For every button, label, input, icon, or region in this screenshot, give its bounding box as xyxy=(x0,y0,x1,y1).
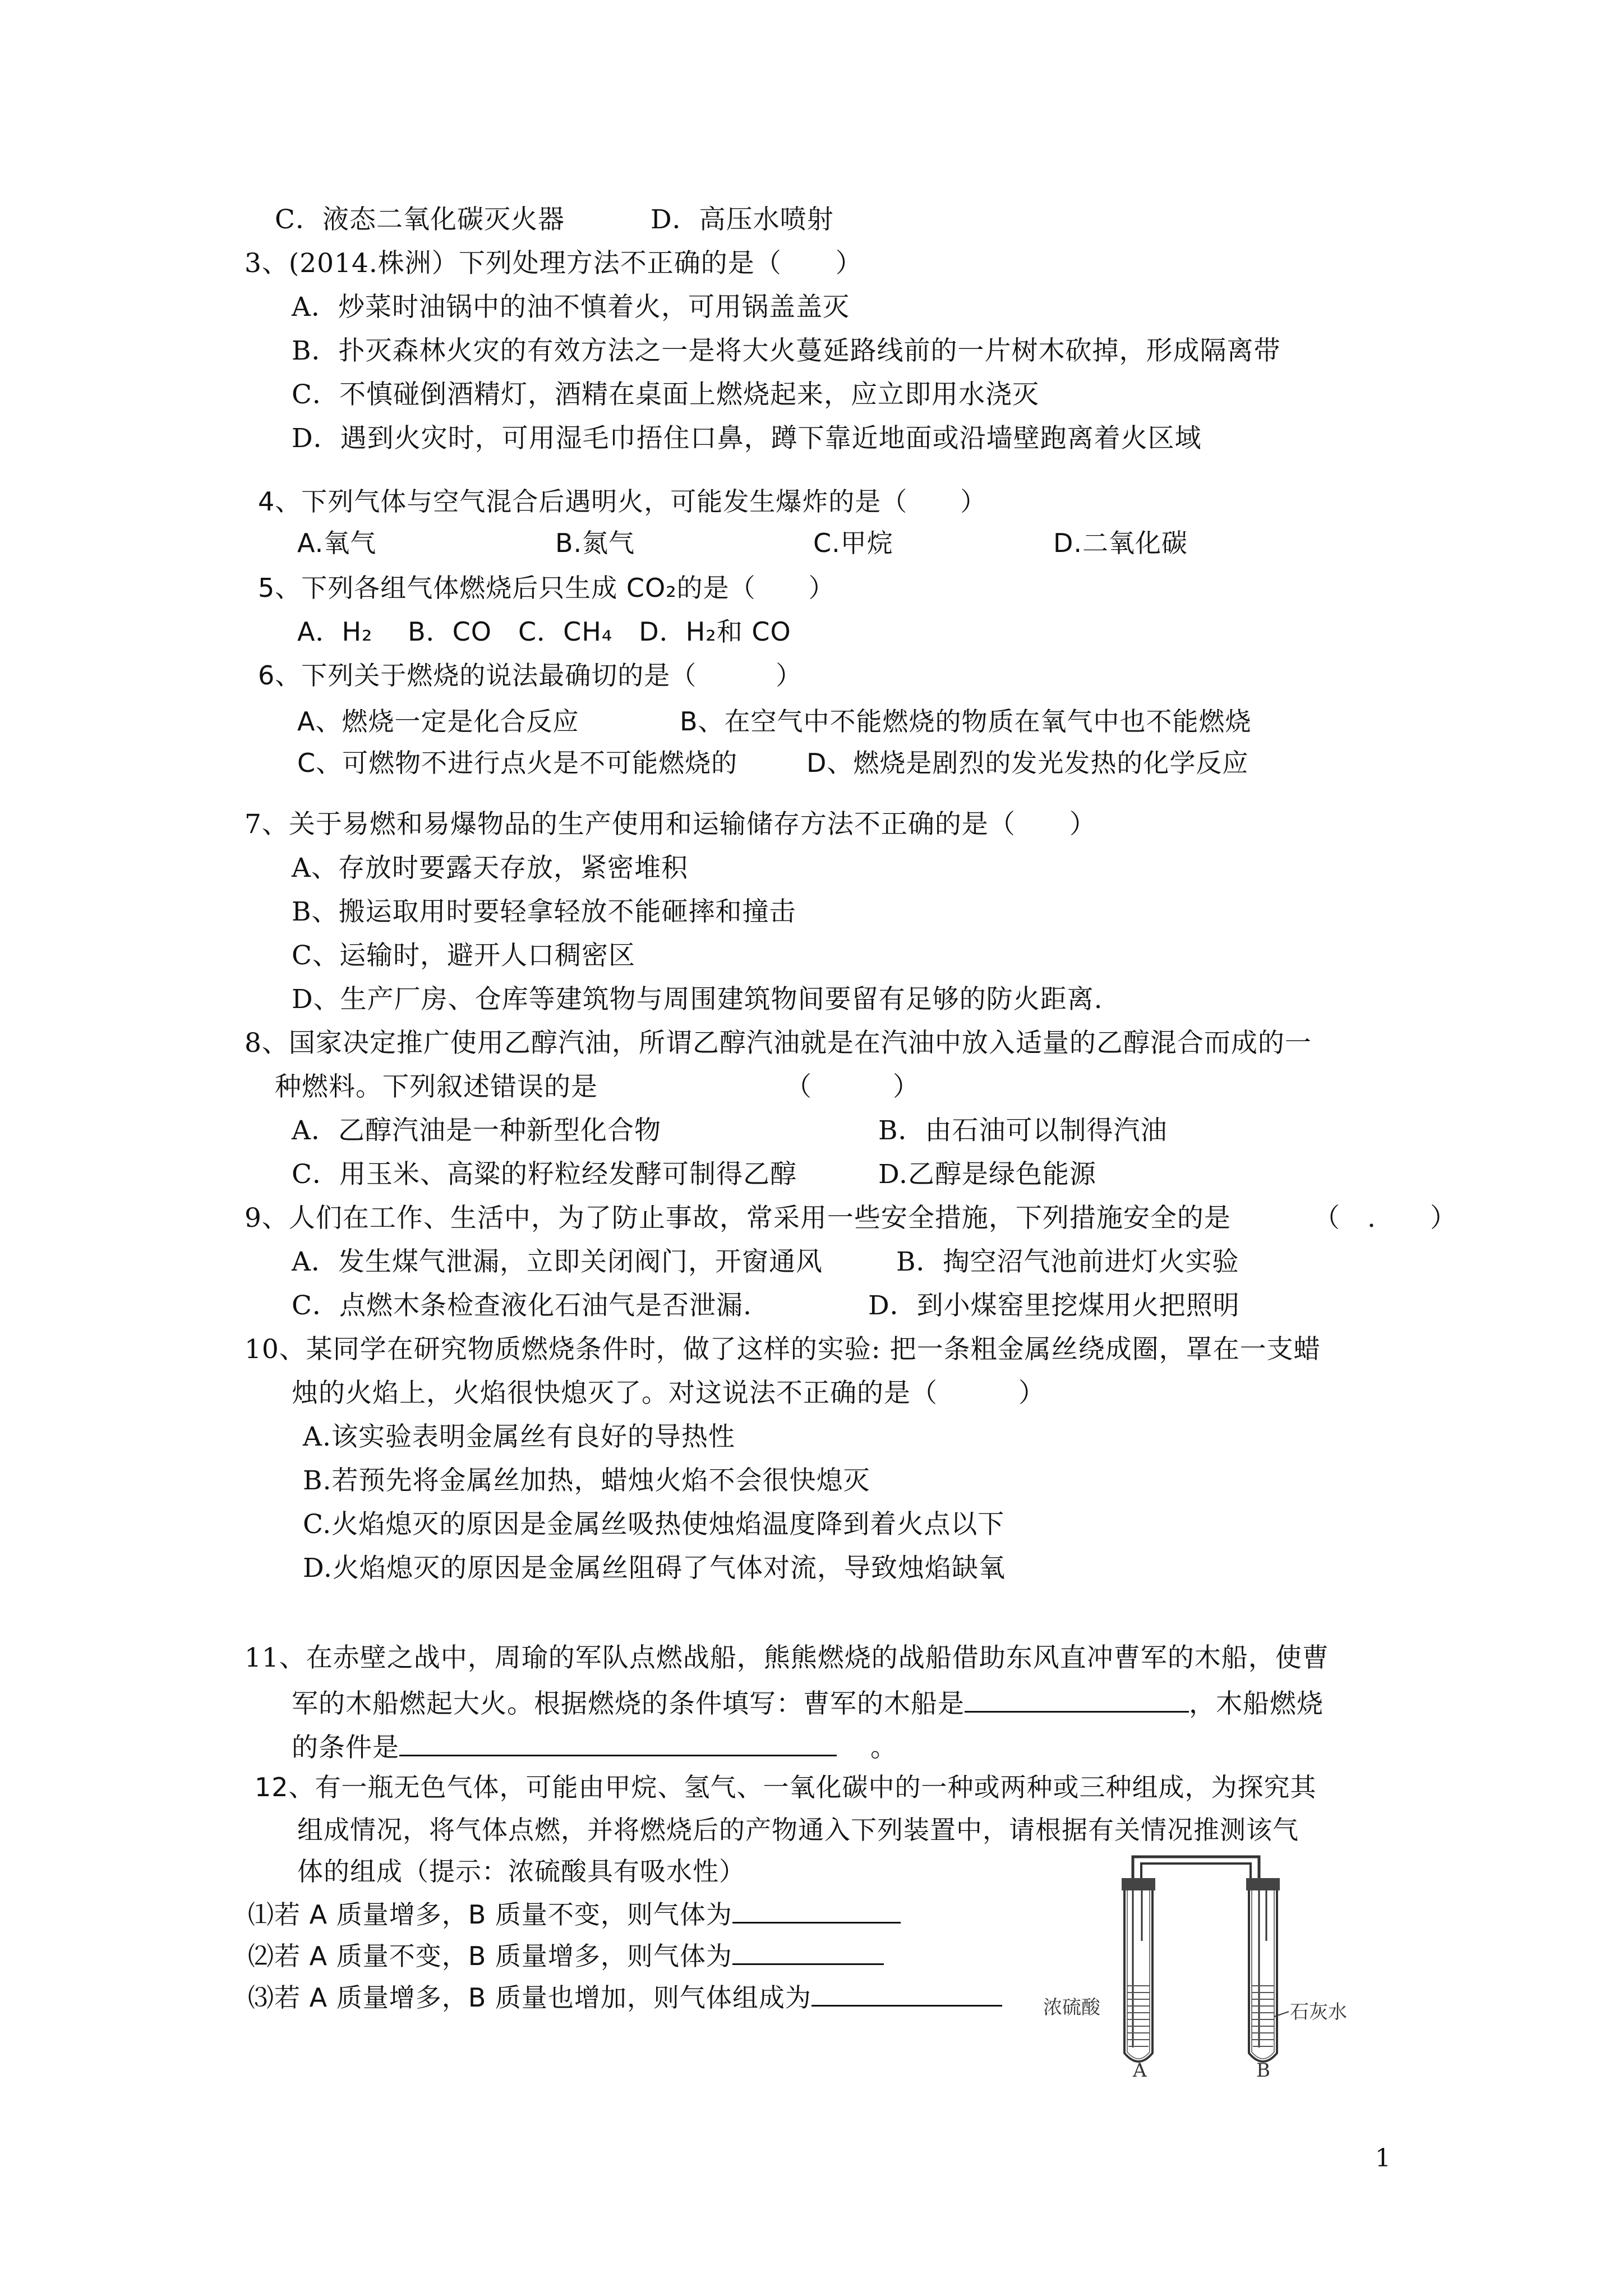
q9-stem: 9、人们在工作、生活中，为了防止事故，常采用一些安全措施，下列措施安全的是 xyxy=(245,1203,1231,1234)
q12-blank-1[interactable] xyxy=(732,1896,901,1924)
q2-option-d: D．高压水喷射 xyxy=(651,204,834,235)
q4-stem: 4、下列气体与空气混合后遇明火，可能发生爆炸的是（ ） xyxy=(258,486,987,517)
q11-line3: 的条件是 。 xyxy=(292,1729,897,1765)
q6-option-d: D、燃烧是剧烈的发光发热的化学反应 xyxy=(806,748,1249,778)
label-tube-a: A xyxy=(1133,2059,1147,2081)
q7-option-c: C、运输时，避开人口稠密区 xyxy=(292,940,635,971)
label-tube-b: B xyxy=(1256,2059,1270,2081)
q7-option-a: A、存放时要露天存放，紧密堆积 xyxy=(292,853,688,884)
q8-stem-line2: 种燃料。下列叙述错误的是 xyxy=(275,1071,598,1102)
q3-option-c: C．不慎碰倒酒精灯，酒精在桌面上燃烧起来，应立即用水浇灭 xyxy=(292,379,1039,410)
q3-option-b: B．扑灭森林火灾的有效方法之一是将大火蔓延路线前的一片树木砍掉，形成隔离带 xyxy=(292,335,1281,366)
q10-stem-line1: 10、某同学在研究物质燃烧条件时，做了这样的实验: 把一条粗金属丝绕成圈，罩在一支蜡 xyxy=(245,1334,1321,1365)
q11-line2: 军的木船燃起大火。根据燃烧的条件填写：曹军的木船是 ，木船燃烧 xyxy=(292,1685,1324,1721)
q10-option-d: D.火焰熄灭的原因是金属丝阻碍了气体对流，导致烛焰缺氧 xyxy=(303,1553,1006,1584)
q7-option-d: D、生产厂房、仓库等建筑物与周围建筑物间要留有足够的防火距离. xyxy=(292,984,1103,1015)
tube-a xyxy=(1122,1878,1155,2062)
q3-option-a: A．炒菜时油锅中的油不慎着火，可用锅盖盖灭 xyxy=(292,292,850,323)
q11-line1: 11、在赤壁之战中，周瑜的军队点燃战船，熊熊燃烧的战船借助东风直冲曹军的木船，使曹 xyxy=(245,1642,1329,1673)
q11-blank-2[interactable] xyxy=(399,1729,837,1756)
q12-blank-3[interactable] xyxy=(811,1979,1002,2007)
q5-stem: 5、下列各组气体燃烧后只生成 CO₂的是（ ） xyxy=(258,573,835,603)
label-limewater: 石灰水 xyxy=(1290,2001,1347,2023)
q9-option-a: A．发生煤气泄漏，立即关闭阀门，开窗通风 xyxy=(292,1246,823,1277)
q8-option-c: C．用玉米、高粱的籽粒经发酵可制得乙醇 xyxy=(292,1159,797,1190)
test-tube-apparatus-diagram xyxy=(1043,1846,1402,2081)
q3-option-d: D．遇到火灾时，可用湿毛巾捂住口鼻，蹲下靠近地面或沿墙壁跑离着火区域 xyxy=(292,423,1202,454)
page-number: 1 xyxy=(1375,2144,1391,2173)
q4-option-d: D.二氧化碳 xyxy=(1053,528,1188,558)
q11-blank-1[interactable] xyxy=(965,1685,1189,1713)
q6-option-b: B、在空气中不能燃烧的物质在氧气中也不能燃烧 xyxy=(680,706,1252,737)
q12-line1: 12、有一瓶无色气体，可能由甲烷、氢气、一氧化碳中的一种或两种或三种组成，为探究其 xyxy=(255,1772,1317,1802)
q10-stem-line2: 烛的火焰上，火焰很快熄灭了。对这说法不正确的是（ ） xyxy=(292,1378,1045,1409)
q7-stem: 7、关于易燃和易爆物品的生产使用和运输储存方法不正确的是（ ） xyxy=(245,809,1096,840)
q6-option-c: C、可燃物不进行点火是不可能燃烧的 xyxy=(297,748,738,778)
q9-option-c: C．点燃木条检查液化石油气是否泄漏. xyxy=(292,1290,752,1321)
q6-stem: 6、下列关于燃烧的说法最确切的是（ ） xyxy=(258,660,803,691)
q10-option-a: A.该实验表明金属丝有良好的导热性 xyxy=(303,1421,735,1452)
q9-option-d: D．到小煤窑里挖煤用火把照明 xyxy=(868,1290,1240,1321)
q2-option-c: C．液态二氧化碳灭火器 xyxy=(275,204,565,235)
q7-option-b: B、搬运取用时要轻拿轻放不能砸摔和撞击 xyxy=(292,896,796,927)
q4-option-a: A.氧气 xyxy=(297,528,377,558)
q4-option-c: C.甲烷 xyxy=(813,528,893,558)
label-concentrated-sulfuric-acid: 浓硫酸 xyxy=(1043,1996,1100,2019)
q12-line2: 组成情况，将气体点燃，并将燃烧后的产物通入下列装置中，请根据有关情况推测该气 xyxy=(297,1815,1299,1845)
q10-option-b: B.若预先将金属丝加热，蜡烛火焰不会很快熄灭 xyxy=(303,1465,870,1496)
q10-option-c: C.火焰熄灭的原因是金属丝吸热使烛焰温度降到着火点以下 xyxy=(303,1509,1005,1540)
q12-blank-2[interactable] xyxy=(732,1938,884,1965)
q8-option-d: D.乙醇是绿色能源 xyxy=(878,1159,1096,1190)
q9-answer-paren: （ . ） xyxy=(1313,1203,1457,1234)
q12-sub2: ⑵若 A 质量不变，B 质量增多，则气体为 xyxy=(248,1938,884,1973)
q8-option-b: B．由石油可以制得汽油 xyxy=(878,1115,1168,1146)
q5-options: A．H₂ B．CO C．CH₄ D．H₂和 CO xyxy=(297,616,791,647)
q9-option-b: B．掏空沼气池前进灯火实验 xyxy=(896,1246,1239,1277)
q8-stem-line1: 8、国家决定推广使用乙醇汽油，所谓乙醇汽油就是在汽油中放入适量的乙醇混合而成的一 xyxy=(245,1028,1312,1059)
tube-b xyxy=(1246,1878,1280,2062)
q4-option-b: B.氮气 xyxy=(555,528,635,558)
q3-stem: 3、(2014.株洲）下列处理方法不正确的是（ ） xyxy=(245,248,863,279)
q12-sub3: ⑶若 A 质量增多，B 质量也增加，则气体组成为 xyxy=(248,1979,1002,2014)
q12-line3: 体的组成（提示：浓硫酸具有吸水性） xyxy=(297,1856,745,1887)
q8-answer-paren: （ ） xyxy=(785,1071,920,1102)
q8-option-a: A．乙醇汽油是一种新型化合物 xyxy=(292,1115,661,1146)
q6-option-a: A、燃烧一定是化合反应 xyxy=(297,706,579,737)
q12-sub1: ⑴若 A 质量增多，B 质量不变，则气体为 xyxy=(248,1896,901,1931)
